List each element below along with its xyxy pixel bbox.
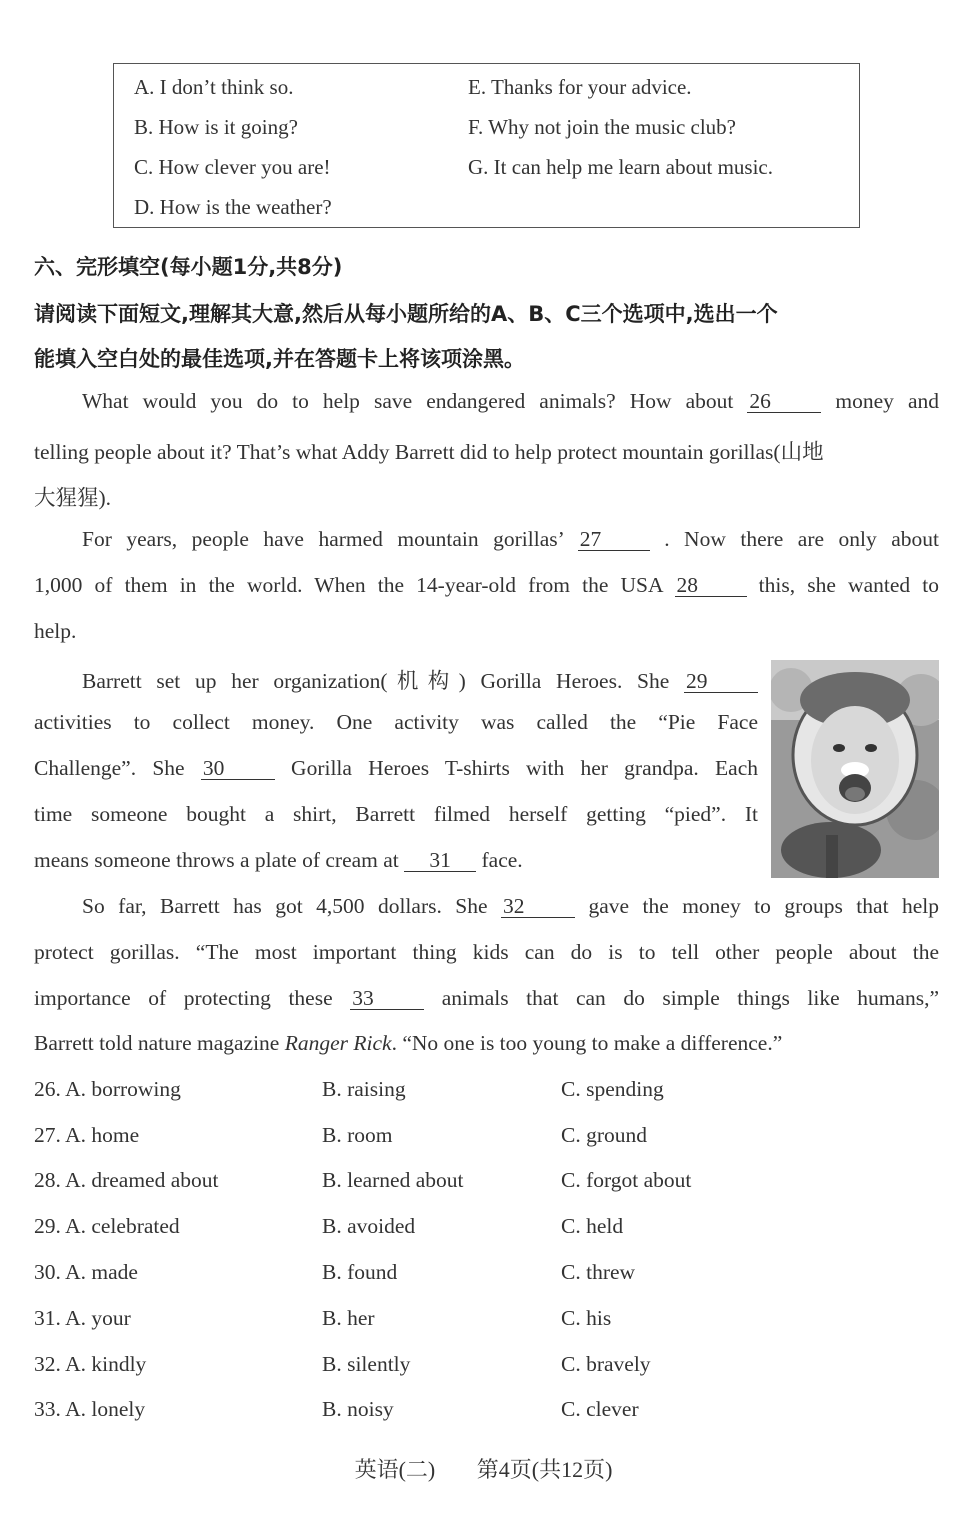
question-27-b: B. room <box>322 1123 393 1147</box>
instructions-line-1: 请阅读下面短文,理解其大意,然后从每小题所给的A、B、C三个选项中,选出一个 <box>34 302 778 326</box>
question-26-c: C. spending <box>561 1077 664 1101</box>
p2-line-3: help. <box>34 619 77 643</box>
magazine-title: Ranger Rick <box>284 1031 392 1055</box>
p4-line-4: Barrett told nature magazine Ranger Rick. “No one is too young to make a difference.” <box>34 1031 783 1055</box>
p2-line-1: For years, people have harmed mountain gorillas’ 27 . Now there are only about <box>82 527 940 551</box>
question-30-b: B. found <box>322 1260 398 1284</box>
question-28-b: B. learned about <box>322 1168 464 1192</box>
p1-line-1: What would you do to help save endangered animals? How about 26 money and <box>82 389 939 413</box>
pie-face-photo <box>771 660 939 878</box>
p4-line-3: importance of protecting these 33 animals that can do simple things like humans,” <box>34 986 940 1010</box>
p4-line-2: protect gorillas. “The most important thing kids can do is to tell other people about the <box>34 940 939 964</box>
question-28-c: C. forgot about <box>561 1168 692 1192</box>
question-31-a: 31. A. your <box>34 1306 131 1330</box>
question-31-c: C. his <box>561 1306 612 1330</box>
question-33-a: 33. A. lonely <box>34 1397 146 1421</box>
question-28-a: 28. A. dreamed about <box>34 1168 219 1192</box>
question-29-c: C. held <box>561 1214 624 1238</box>
option-b: B. How is it going? <box>134 115 298 139</box>
p4-line-1: So far, Barrett has got 4,500 dollars. She 32 gave the money to groups that help <box>82 894 940 918</box>
blank-30: 30 <box>201 757 275 780</box>
p1-line-2: telling people about it? That’s what Addy Barrett did to help protect mountain gorillas(山地 <box>34 440 824 464</box>
blank-32: 32 <box>501 895 575 918</box>
option-f: F. Why not join the music club? <box>468 115 736 139</box>
option-e: E. Thanks for your advice. <box>468 75 692 99</box>
page-footer <box>0 1453 967 1484</box>
question-33-c: C. clever <box>561 1397 639 1421</box>
blank-27: 27 <box>578 528 650 551</box>
question-27-a: 27. A. home <box>34 1123 140 1147</box>
section-title: 六、完形填空(每小题1分,共8分) <box>34 255 343 279</box>
question-27-c: C. ground <box>561 1123 647 1147</box>
question-26-b: B. raising <box>322 1077 406 1101</box>
question-32-b: B. silently <box>322 1352 411 1376</box>
blank-28: 28 <box>675 574 747 597</box>
blank-29: 29 <box>684 670 758 693</box>
p3-line-1: Barrett set up her organization(机构) Gorilla Heroes. She 29 <box>82 664 758 695</box>
blank-33: 33 <box>350 987 424 1010</box>
p3-line-4: time someone bought a shirt, Barrett filmed herself getting “pied”. It <box>34 802 758 826</box>
option-c: C. How clever you are! <box>134 155 331 179</box>
question-32-c: C. bravely <box>561 1352 651 1376</box>
blank-31: 31 <box>404 849 476 872</box>
footer-subject: 英语(二) <box>354 1457 436 1482</box>
p3-line-2: activities to collect money. One activity was called the “Pie Face <box>34 710 758 734</box>
question-33-b: B. noisy <box>322 1397 394 1421</box>
question-29-a: 29. A. celebrated <box>34 1214 180 1238</box>
footer-page: 第4页(共12页) <box>476 1457 613 1482</box>
question-32-a: 32. A. kindly <box>34 1352 147 1376</box>
p3-line-3: Challenge”. She 30 Gorilla Heroes T-shirts with her grandpa. Each <box>34 756 759 780</box>
option-g: G. It can help me learn about music. <box>468 155 773 179</box>
question-26-a: 26. A. borrowing <box>34 1077 181 1101</box>
question-30-a: 30. A. made <box>34 1260 138 1284</box>
instructions-line-2: 能填入空白处的最佳选项,并在答题卡上将该项涂黑。 <box>34 347 525 371</box>
question-29-b: B. avoided <box>322 1214 416 1238</box>
option-a: A. I don’t think so. <box>134 75 294 99</box>
options-box <box>113 63 860 228</box>
option-d: D. How is the weather? <box>134 195 332 219</box>
p1-line-3: 大猩猩). <box>34 486 112 510</box>
p2-line-2: 1,000 of them in the world. When the 14-year-old from the USA 28 this, she wanted to <box>34 573 939 597</box>
question-30-c: C. threw <box>561 1260 636 1284</box>
p3-line-5: means someone throws a plate of cream at 31 face. <box>34 848 523 872</box>
blank-26: 26 <box>747 390 821 413</box>
question-31-b: B. her <box>322 1306 375 1330</box>
